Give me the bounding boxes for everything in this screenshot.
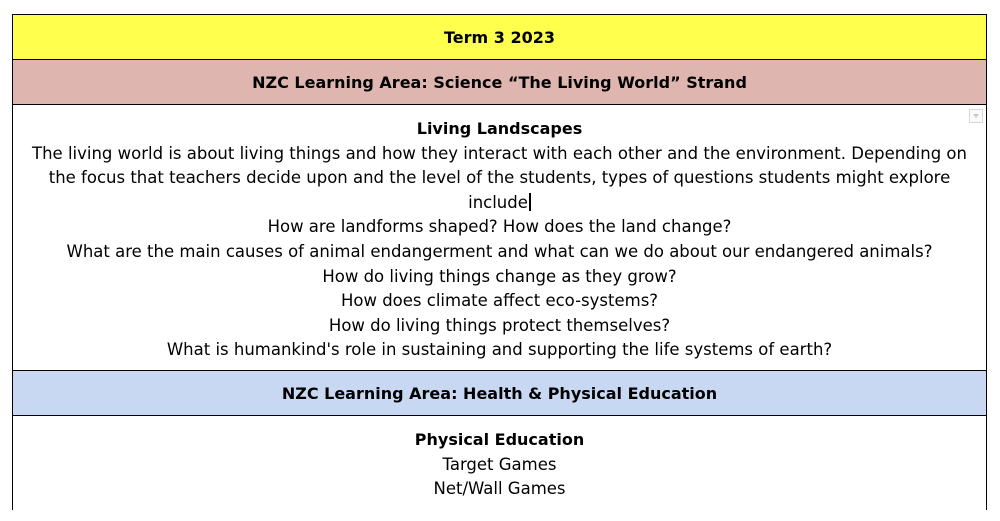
health-area-title: NZC Learning Area: Health & Physical Education (281, 383, 718, 403)
chevron-down-icon[interactable] (969, 109, 983, 123)
curriculum-table (12, 14, 987, 510)
pe-item: Net/Wall Games (433, 479, 566, 499)
question-item: How do living things change as they grow? (322, 266, 677, 286)
health-header-cell[interactable] (13, 371, 986, 416)
term-title: Term 3 2023 (443, 27, 555, 47)
question-item: What is humankind's role in sustaining and supporting the life systems of earth? (166, 340, 833, 360)
question-item: How does climate affect eco-systems? (340, 291, 659, 311)
term-header-cell[interactable] (13, 15, 986, 60)
pe-item: Target Games (442, 454, 557, 474)
science-area-title: NZC Learning Area: Science “The Living World” Strand (252, 72, 747, 92)
intro-text: The living world is about living things and how they interact with each other and the environment. Depending on the focus that teachers decide upon and the level of the students, types of questions students might explore include (32, 143, 967, 212)
health-content-cell[interactable] (13, 416, 986, 510)
question-item: What are the main causes of animal endangerment and what can we do about our endangered animals? (66, 241, 933, 261)
intro-paragraph (13, 142, 986, 216)
pe-title: Physical Education (414, 430, 585, 449)
unit-title: Living Landscapes (416, 119, 583, 138)
question-item: How are landforms shaped? How does the land change? (267, 217, 732, 237)
text-cursor (529, 193, 531, 211)
science-content-cell[interactable] (13, 105, 986, 371)
science-header-cell[interactable] (13, 60, 986, 105)
question-item: How do living things protect themselves? (328, 315, 671, 335)
